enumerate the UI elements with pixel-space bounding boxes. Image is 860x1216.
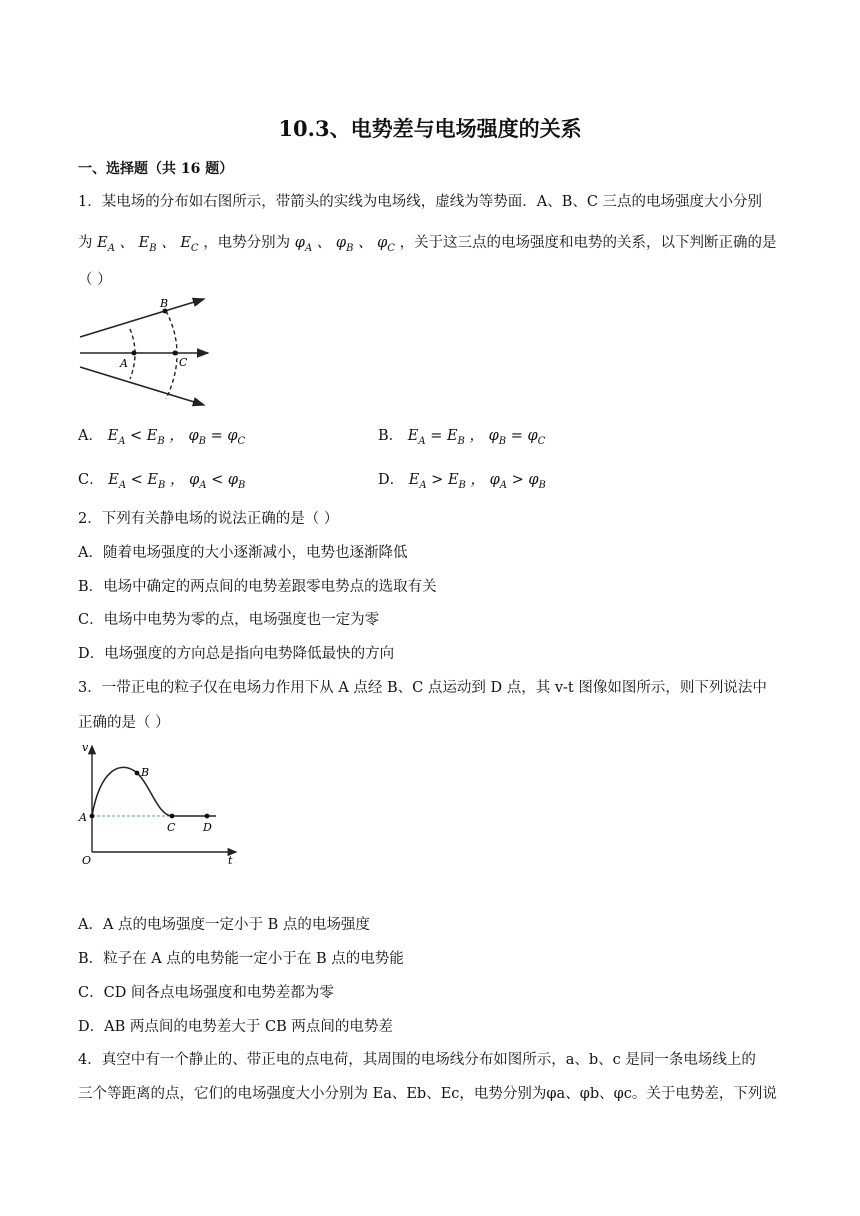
graph-point-a [90, 814, 95, 819]
axis-label-t: t [228, 854, 233, 866]
q1-potential-symbols: $\varphi_A$ 、 $\varphi_B$ 、 $\varphi_C$ [294, 235, 395, 254]
label-b: B [160, 297, 169, 310]
option-label: A． [78, 428, 103, 444]
q2-option-c[interactable]: C．电场中电势为零的点，电场强度也一定为零 [78, 612, 380, 628]
graph-point-c [170, 814, 175, 819]
q1-field-symbols: $E_A$ 、 $E_B$ 、 $E_C$ [97, 235, 199, 254]
axis-label-v: v [82, 741, 89, 754]
q3-option-a[interactable]: A．A 点的电场强度一定小于 B 点的电场强度 [78, 917, 370, 933]
field-line-lower [80, 367, 204, 405]
q2-option-a[interactable]: A．随着电场强度的大小逐渐减小，电势也逐渐降低 [78, 545, 408, 561]
q3-option-b[interactable]: B．粒子在 A 点的电势能一定小于在 B 点的电势能 [78, 951, 404, 967]
label-a: A [120, 357, 128, 370]
q1-stem-line2-b: ，电势分别为 [203, 235, 291, 251]
q1-stem-line3: （ ） [78, 272, 112, 288]
field-line-upper [80, 299, 204, 337]
q1-stem-line2 [78, 231, 777, 254]
graph-label-d: D [203, 821, 212, 834]
graph-label-c: C [167, 821, 176, 834]
q1-option-a[interactable] [78, 424, 245, 447]
graph-point-b [135, 771, 140, 776]
q1-field-figure [76, 295, 216, 413]
q3-vt-graph [76, 738, 246, 866]
page-title: 10.3、电势差与电场强度的关系 [278, 116, 582, 141]
graph-label-a: A [79, 811, 87, 824]
q3-option-d[interactable]: D．AB 两点间的电势差大于 CB 两点间的电势差 [78, 1019, 393, 1035]
graph-point-d [205, 814, 210, 819]
q2-option-b[interactable]: B．电场中确定的两点间的电势差跟零电势点的选取有关 [78, 579, 437, 595]
label-c: C [179, 356, 188, 369]
q1-option-c[interactable] [78, 468, 245, 491]
option-expr: $E_A = E_B$ ， $\varphi_B = \varphi_C$ [407, 428, 546, 447]
q4-stem-line2: 三个等距离的点，它们的电场强度大小分别为 Ea、Eb、Ec，电势分别为φa、φb、φc。关于电势差，下列说 [78, 1086, 777, 1102]
section-heading: 一、选择题（共 16 题） [78, 161, 234, 177]
origin-label: O [82, 854, 92, 866]
graph-label-b: B [141, 766, 150, 779]
option-expr: $E_A > E_B$ ， $\varphi_A > \varphi_B$ [408, 472, 546, 491]
point-c [173, 351, 178, 356]
q3-option-c[interactable]: C．CD 间各点电场强度和电势差都为零 [78, 985, 334, 1001]
option-expr: $E_A < E_B$ ， $\varphi_B = \varphi_C$ [107, 428, 246, 447]
q1-stem-line2-a: 为 [78, 235, 93, 251]
q1-stem-line1: 1．某电场的分布如右图所示，带箭头的实线为电场线，虚线为等势面．A、B、C 三点的电场强度大小分别 [78, 194, 763, 210]
option-label: B． [378, 428, 404, 444]
q3-stem-line1: 3．一带正电的粒子仅在电场力作用下从 A 点经 B、C 点运动到 D 点，其 v-t 图像如图所示，则下列说法中 [78, 680, 767, 696]
q1-option-b[interactable] [378, 424, 545, 447]
q2-stem: 2．下列有关静电场的说法正确的是（ ） [78, 511, 339, 527]
option-label: C． [78, 472, 104, 488]
q1-option-d[interactable] [378, 468, 546, 491]
q3-stem-line2: 正确的是（ ） [78, 715, 170, 731]
q1-stem-line2-c: ，关于这三点的电场强度和电势的关系，以下判断正确的是 [399, 235, 777, 251]
point-a [132, 351, 137, 356]
q2-option-d[interactable]: D．电场强度的方向总是指向电势降低最快的方向 [78, 646, 395, 662]
option-expr: $E_A < E_B$ ， $\varphi_A < \varphi_B$ [108, 472, 246, 491]
velocity-curve [92, 767, 216, 816]
q4-stem-line1: 4．真空中有一个静止的、带正电的点电荷，其周围的电场线分布如图所示，a、b、c 是同一条电场线上的 [78, 1052, 756, 1068]
option-label: D． [378, 472, 405, 488]
